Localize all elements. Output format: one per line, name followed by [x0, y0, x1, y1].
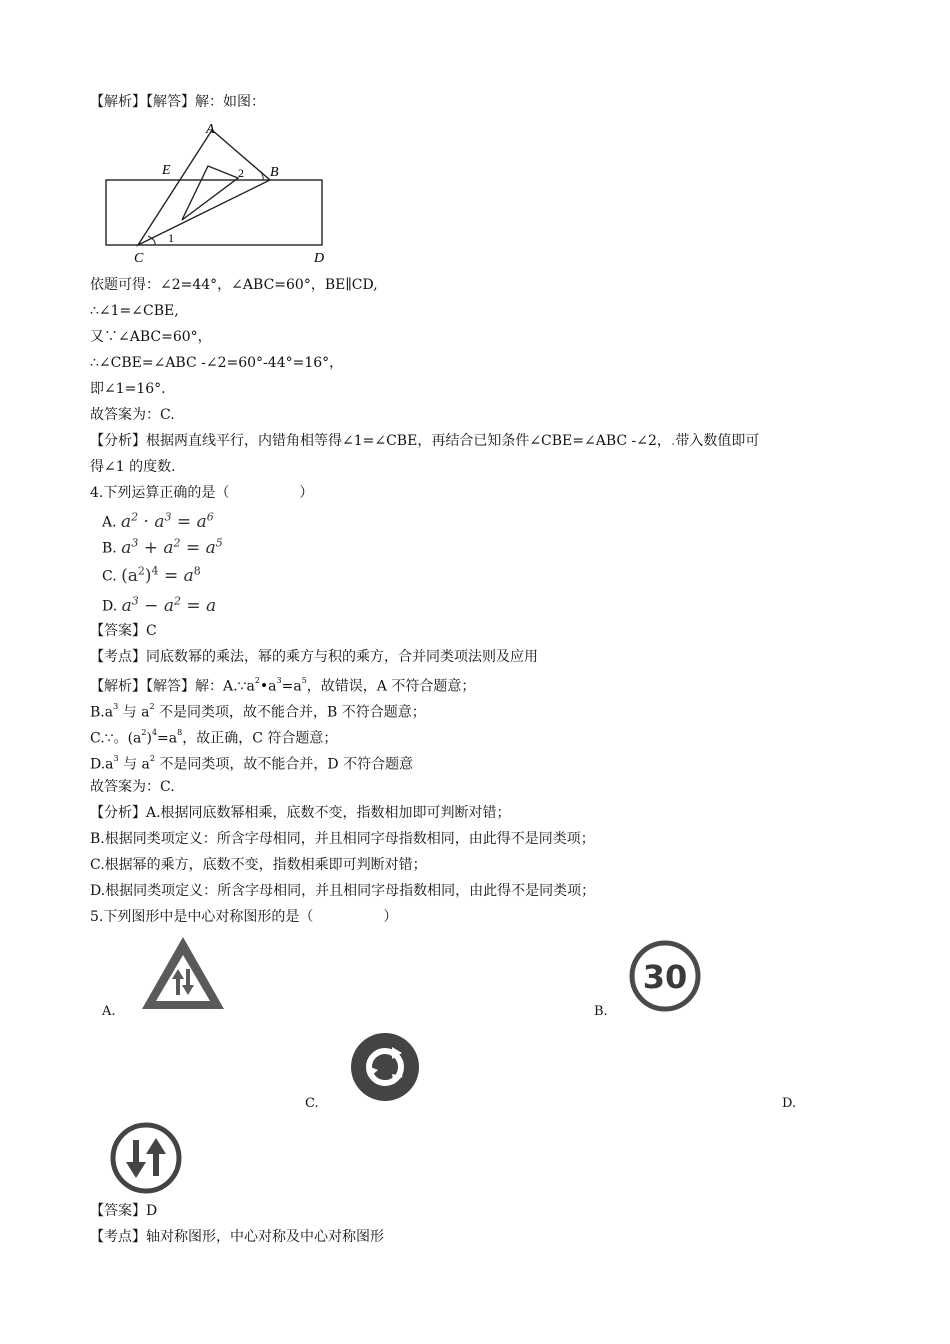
- analysis-line: D.根据同类项定义：所含字母相同，并且相同字母指数相同，由此得不是同类项；: [90, 883, 596, 899]
- solution-b: $B.a^3$ 与 $a^2$ 不是同类项，故不能合并，B 不符合题意；: [90, 702, 426, 721]
- two-way-traffic-triangle-icon: [138, 933, 228, 1013]
- text-line: ∴∠1=∠CBE,: [90, 303, 179, 319]
- analysis-line: B.根据同类项定义：所含字母相同，并且相同字母指数相同，由此得不是同类项；: [90, 831, 595, 847]
- analysis-line: 【分析】根据两直线平行，内错角相等得∠1=∠CBE，再结合已知条件∠CBE=∠ABC -∠2，.带入数值即可: [90, 433, 760, 449]
- label-A: A: [206, 122, 215, 137]
- option-a: A. $a^2 \cdot a^3 = a^6$: [102, 510, 214, 532]
- text-line: ∴∠CBE=∠ABC -∠2=60°-44°=16°，: [90, 355, 344, 371]
- solution-c: C.∵。$(a^2)^4=a^8$，故正确，C 符合题意；: [90, 728, 338, 747]
- analysis-line: 【分析】A.根据同底数幂相乘，底数不变，指数相加即可判断对错；: [90, 805, 511, 821]
- speed-limit-30-icon: [627, 938, 703, 1014]
- text-line: 又∵∠ABC=60°，: [90, 329, 212, 345]
- solution-d: $D.a^3$ 与 $a^2$ 不是同类项，故不能合并，D 不符合题意: [90, 754, 414, 773]
- label-C: C: [134, 251, 144, 266]
- analysis-line: C.根据幂的乘方，底数不变，指数相乘即可判断对错；: [90, 857, 427, 873]
- option-b-label: B.: [594, 1004, 608, 1019]
- answer-4: 【答案】C: [90, 623, 157, 639]
- solution-a: 【解析】【解答】解：$A.\because a^2•a^3=a^5$，故错误，A 不符合题意；: [90, 676, 476, 695]
- question-5-stem: 5.下列图形中是中心对称图形的是（ ）: [90, 909, 398, 925]
- text-line: 故答案为：C.: [90, 779, 175, 795]
- text-line: 即∠1=16°.: [90, 381, 166, 397]
- label-E: E: [162, 163, 171, 178]
- triangle-rectangle-figure: [100, 120, 340, 270]
- label-1: 1: [168, 231, 174, 245]
- option-d: D. $a^3 - a^2 = a$: [102, 594, 217, 616]
- option-d-label: D.: [782, 1096, 797, 1111]
- label-B: B: [270, 165, 279, 180]
- option-a-label: A.: [102, 1004, 116, 1019]
- text-line: 故答案为：C.: [90, 407, 175, 423]
- answer-5: 【答案】D: [90, 1203, 158, 1219]
- kaodian-4: 【考点】同底数幂的乘法，幂的乘方与积的乘方，合并同类项法则及应用: [90, 649, 538, 665]
- text-line: 得∠1 的度数.: [90, 459, 176, 475]
- text-line: 依题可得：∠2=44°，∠ABC=60°，BE∥CD,: [90, 277, 378, 293]
- option-b: B. $a^3 + a^2 = a^5$: [102, 536, 223, 558]
- option-c-label: C.: [305, 1096, 319, 1111]
- label-2: 2: [238, 166, 244, 180]
- question-4-stem: 4.下列运算正确的是（ ）: [90, 485, 314, 501]
- roundabout-icon: [348, 1030, 422, 1104]
- two-way-arrows-circle-icon: [108, 1120, 184, 1196]
- analysis-heading: 【解析】【解答】解：如图：: [90, 94, 265, 110]
- label-D: D: [314, 251, 325, 266]
- option-c: C. $(a^2)^4 = a^8$: [102, 564, 201, 586]
- sign-30-text: 30: [642, 958, 688, 996]
- kaodian-5: 【考点】轴对称图形，中心对称及中心对称图形: [90, 1229, 384, 1245]
